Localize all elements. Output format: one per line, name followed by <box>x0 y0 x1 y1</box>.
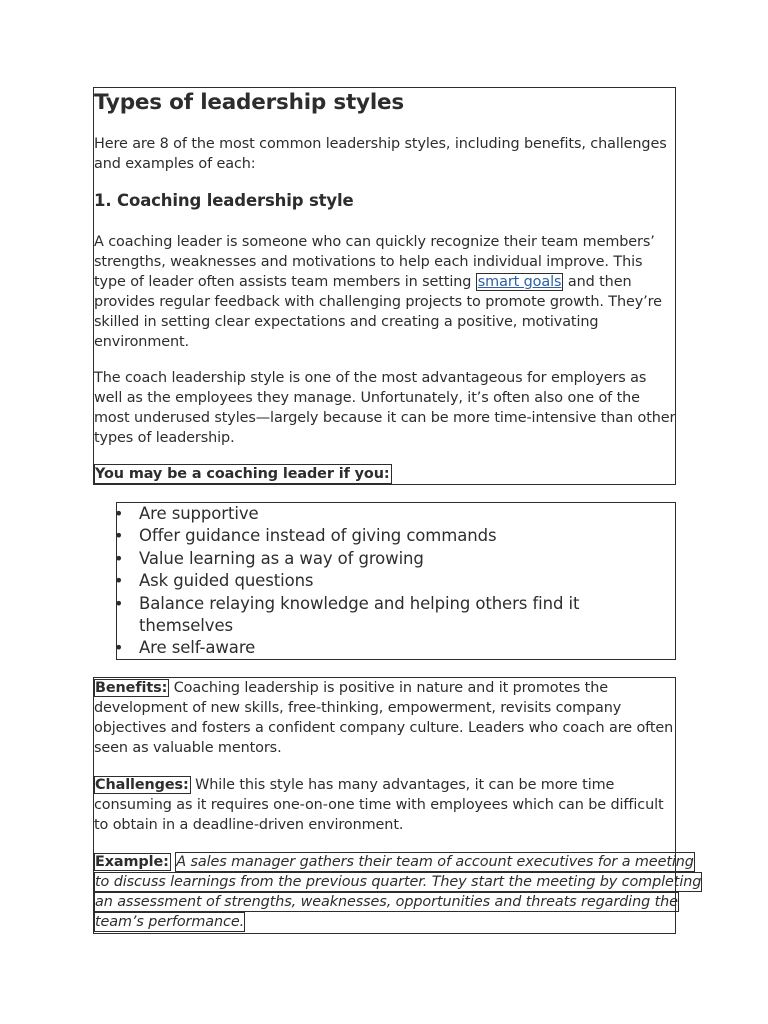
example-line-1: A sales manager gathers their team of account executives for a meeting <box>176 854 694 870</box>
list-item <box>114 525 677 547</box>
article-intro-section <box>93 87 676 485</box>
benefits-paragraph <box>94 678 677 758</box>
bullet-icon: • <box>114 638 124 658</box>
challenges-paragraph <box>94 775 677 835</box>
bullet-icon: • <box>114 571 124 591</box>
traits-intro-label: You may be a coaching leader if you: <box>95 466 390 482</box>
section-heading: 1. Coaching leadership style <box>94 191 354 210</box>
list-item <box>114 503 677 525</box>
challenges-text: While this style has many advantages, it can be more time consuming as it requires one-on-one time with employees which can be difficult to obtain in a deadline-driven environment. <box>94 777 664 833</box>
smart-goals-link[interactable]: smart goals <box>477 274 562 290</box>
coaching-description-paragraph <box>94 232 677 352</box>
list-item-text: Balance relaying knowledge and helping others find it themselves <box>139 593 580 636</box>
bullet-icon: • <box>114 548 124 568</box>
list-item <box>114 548 677 570</box>
page-title: Types of leadership styles <box>94 90 405 115</box>
list-item <box>114 570 677 592</box>
coaching-advantage-paragraph: The coach leadership style is one of the most advantageous for employers as well as the employees they manage. Unfortunately, it’s often also one of the most underused styles—largely because it can be more time-intensive than other types of leadership. <box>94 370 676 446</box>
example-line-2: to discuss learnings from the previous quarter. They start the meeting by completing <box>95 874 702 890</box>
intro-paragraph: Here are 8 of the most common leadership styles, including benefits, challenges and examples of each: <box>94 136 667 172</box>
challenges-label: Challenges: <box>95 777 189 793</box>
bullet-icon: • <box>114 504 124 523</box>
list-item <box>114 593 677 638</box>
list-item-text: Value learning as a way of growing <box>139 548 424 568</box>
example-label: Example: <box>95 854 169 870</box>
list-item-text: Are supportive <box>139 504 259 523</box>
example-paragraph <box>94 852 702 932</box>
benefits-text: Coaching leadership is positive in nature and it promotes the development of new skills, free-thinking, empowerment, revisits company objectives and fosters a confident company culture. Leaders who coach are often seen as valuable mentors. <box>94 680 674 756</box>
example-line-4: team’s performance. <box>95 914 245 930</box>
list-item-text: Ask guided questions <box>139 571 314 591</box>
coaching-description-text-before: A coaching leader is someone who can quickly recognize their team members’ strengths, weaknesses and motivations to help each individual improve. This type of leader often assists team members in setting <box>94 234 655 290</box>
benefits-label: Benefits: <box>95 680 168 696</box>
example-line-3: an assessment of strengths, weaknesses, opportunities and threats regarding the <box>95 894 678 910</box>
list-item-text: Are self-aware <box>139 638 256 658</box>
list-item <box>114 637 677 659</box>
traits-list <box>114 503 677 660</box>
bullet-icon: • <box>114 593 124 613</box>
pros-cons-section <box>93 677 702 934</box>
coaching-description-text-after: and then provides regular feedback with challenging projects to promote growth. They’re skilled in setting clear expectations and creating a positive, motivating environment. <box>94 274 662 350</box>
example-first-line <box>94 852 695 872</box>
bullet-icon: • <box>114 526 124 546</box>
list-item-text: Offer guidance instead of giving commands <box>139 526 497 546</box>
traits-list-section <box>116 502 676 660</box>
